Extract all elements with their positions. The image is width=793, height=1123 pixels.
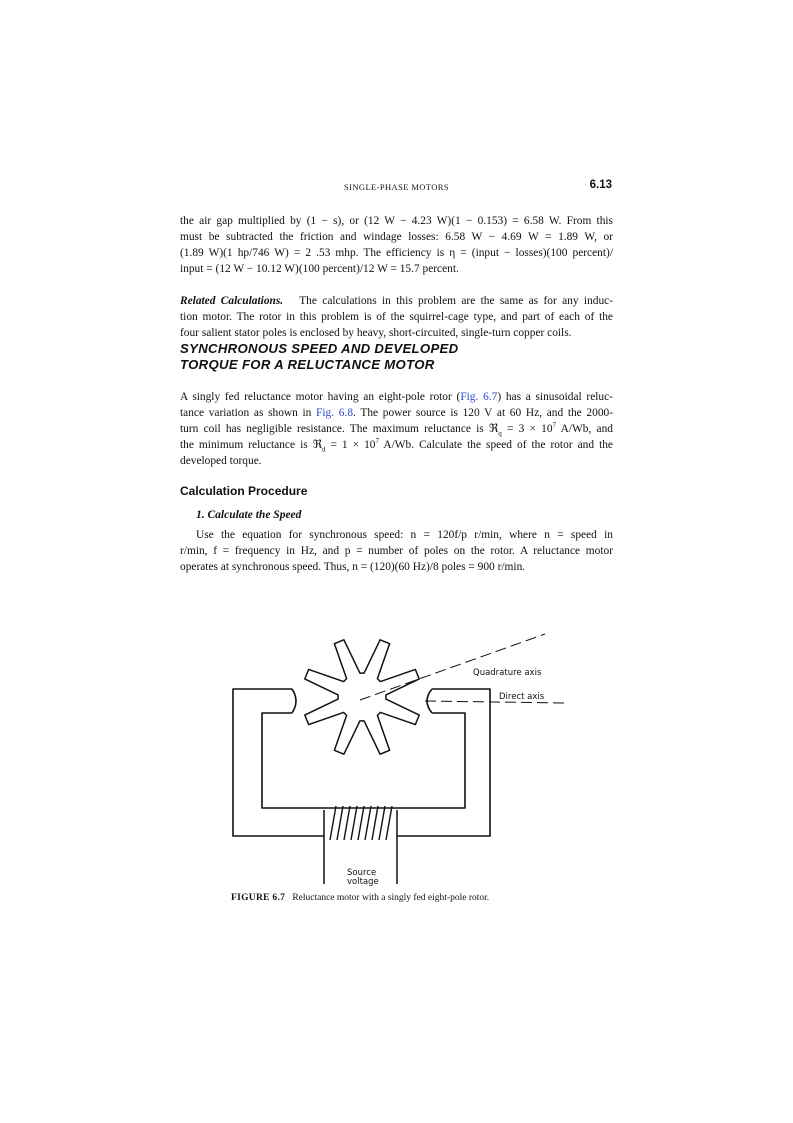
- fig-6-7-link[interactable]: Fig. 6.7: [460, 391, 498, 403]
- fig-6-8-link[interactable]: Fig. 6.8: [316, 407, 354, 419]
- section-title-line: TORQUE FOR A RELUCTANCE MOTOR: [180, 357, 435, 372]
- text-line: operates at synchronous speed. Thus, n = (120)(60 Hz)/8 poles = 900 r/min.: [180, 561, 526, 573]
- reluctance-motor-figure: [180, 620, 613, 890]
- text-line: input = (12 W − 10.12 W)(100 percent)/12 W = 15.7 percent.: [180, 263, 459, 275]
- step-1-title: 1. Calculate the Speed: [196, 509, 302, 521]
- subscript-q: q: [498, 429, 502, 438]
- quadrature-axis-label: Quadrature axis: [473, 668, 542, 678]
- paragraph-efficiency: [180, 213, 613, 277]
- text-line: the air gap multiplied by (1 − s), or (12 W − 4.23 W)(1 − 0.153) = 6.58 W. From this: [180, 215, 613, 227]
- exponent: 7: [375, 437, 379, 446]
- text-line: Use the equation for synchronous speed: n = 120f/p r/min, where n = speed in: [196, 529, 613, 541]
- running-header: SINGLE-PHASE MOTORS: [344, 182, 449, 192]
- text-run: the minimum reluctance is: [180, 439, 313, 451]
- stator-inner-outline: [262, 713, 465, 808]
- voltage-label: voltage: [347, 877, 379, 887]
- left-pole-face: [292, 689, 296, 713]
- text-line: tion motor. The rotor in this problem is of the squirrel-cage type, and part of each of the: [180, 311, 613, 323]
- reluctance-symbol: ℜ: [488, 423, 499, 435]
- text-line: (1.89 W)(1 hp/746 W) = 2 .53 mhp. The efficiency is η = (input − losses)(100 percent)/: [180, 247, 613, 259]
- direct-axis-label: Direct axis: [499, 692, 545, 702]
- exponent: 7: [552, 421, 557, 430]
- text-run: ) has a sinusoidal reluc-: [497, 391, 613, 403]
- text-line: The calculations in this problem are the same as for any induc-: [299, 295, 613, 307]
- section-title-line: SYNCHRONOUS SPEED AND DEVELOPED: [180, 341, 459, 356]
- related-label: Related Calculations.: [180, 295, 284, 307]
- reluctance-symbol: ℜ: [312, 439, 322, 451]
- coil-winding: [330, 806, 392, 840]
- eight-pole-rotor: [305, 640, 419, 754]
- text-run: . The power source is 120 V at 60 Hz, and the 2000-: [353, 407, 614, 419]
- text-line: r/min, f = frequency in Hz, and p = number of poles on the rotor. A reluctance motor: [180, 545, 613, 557]
- text-run: A singly fed reluctance motor having an eight-pole rotor (: [180, 391, 461, 403]
- section-title: [180, 341, 620, 373]
- text-run: turn coil has negligible resistance. The maximum reluctance is: [180, 423, 489, 435]
- text-run: A/Wb, and: [556, 423, 613, 435]
- text-run: tance variation as shown in: [180, 407, 317, 419]
- text-line: four salient stator poles is enclosed by heavy, short-circuited, single-turn copper coils.: [180, 327, 572, 339]
- text-run: = 1 × 10: [325, 439, 376, 451]
- text-run: A/Wb. Calculate the speed of the rotor and the: [378, 439, 613, 451]
- paragraph-related-calculations: [180, 293, 613, 341]
- paragraph-problem: [180, 389, 613, 469]
- text-line: developed torque.: [180, 455, 262, 467]
- text-run: = 3 × 10: [501, 423, 553, 435]
- source-label: Source: [347, 868, 377, 878]
- text-line: must be subtracted the friction and windage losses: 6.58 W − 4.69 W = 1.89 W, or: [180, 231, 613, 243]
- page-number: 6.13: [589, 179, 612, 191]
- subscript-d: d: [321, 445, 326, 454]
- figure-caption: [231, 893, 489, 903]
- figure-number: FIGURE 6.7: [231, 893, 286, 903]
- paragraph-step-1: [180, 527, 613, 575]
- figure-caption-text: Reluctance motor with a singly fed eight-pole rotor.: [292, 893, 490, 903]
- procedure-heading: Calculation Procedure: [180, 484, 308, 498]
- rotor-outline: [305, 640, 419, 754]
